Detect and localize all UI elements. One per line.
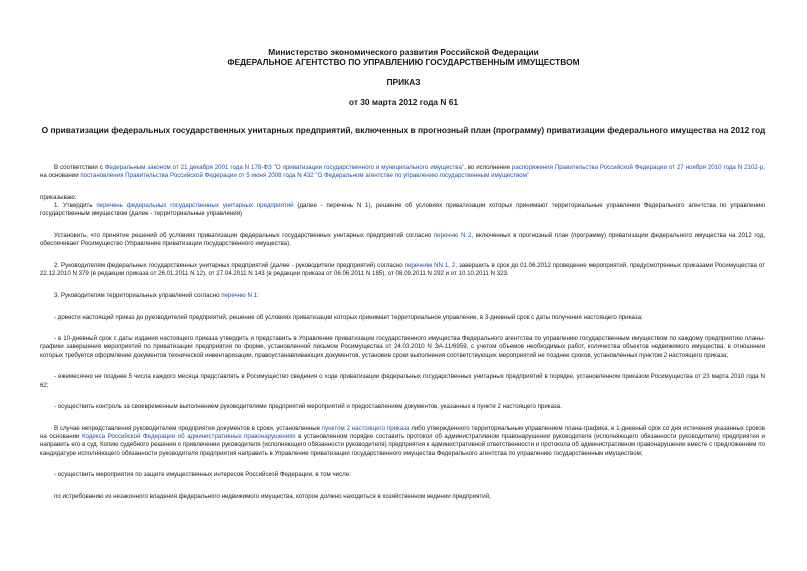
paragraph-5: - осуществить мероприятия по защите имущественных интересов Российской Федерации, в том числе: [54, 471, 351, 479]
intro-paragraph [40, 164, 765, 180]
intro-text-3: , на основании [40, 164, 765, 180]
ministry-name: Министерство экономического развития Российской Федерации [268, 47, 539, 57]
lists-1-2-link[interactable]: перечням NN 1, 2 [404, 261, 456, 269]
paragraph-3c: - ежемесячно не позднее 5 числа каждого месяца представлять в Росимущество сведения о ходе приватизации федеральных государственных унитарных предприятий в порядке, установленном приказом Росимущества от 23 марта 2010 года N 62; [40, 373, 765, 389]
government-order-link[interactable]: распоряжения Правительства Российской Федерации от 27 ноября 2010 года N 2102-р [511, 164, 764, 171]
paragraph-1b-text-1: Установить, что принятие решений об условиях приватизации федеральных государственных унитарных предприятий согласно [54, 232, 434, 240]
paragraph-3 [40, 292, 765, 300]
paragraph-3d: - осуществить контроль за своевременным выполнением руководителями предприятий мероприятий и предоставлением документов, указанных в пункте 2 настоящего приказа. [54, 403, 562, 411]
intro-text-2: , во исполнение [464, 164, 512, 171]
agency-name: ФЕДЕРАЛЬНОЕ АГЕНТСТВО ПО УПРАВЛЕНИЮ ГОСУДАРСТВЕННЫМ ИМУЩЕСТВОМ [227, 57, 580, 67]
paragraph-3-text-1: 3. Руководителям территориальных управлений согласно [54, 291, 222, 299]
paragraph-6: по истребованию из незаконного владения федерального недвижимого имущества, которое должно находиться в хозяйственном ведении предприятий, [54, 492, 491, 500]
intro-text-1: В соответствии с [54, 164, 105, 171]
administrative-code-link[interactable]: Кодекса Российской Федерации об административных правонарушениях [81, 433, 296, 441]
paragraph-2-text-1: 2. Руководителям федеральных государственных унитарных предприятий (далее - руководители предприятий) согласно [54, 261, 405, 269]
document-title: О приватизации федеральных государственных унитарных предприятий, включенных в прогнозный план (программу) приватизации федерального имущества на 2012 год [41, 125, 766, 135]
list-2-link[interactable]: перечню N 2 [433, 232, 472, 240]
paragraph-4-text-3: в установленном порядке составить протокол об административном правонарушении руководителя (исполняющего обязанности руководителя) предприятия и направить его в суд. Копию судебного решения о привлечении руководителя (исполняющего обязанности руководителя) предприятия к административной ответственности и протокола об административном правонарушении вместе с предложением по кандидатуре исполняющего обязанности руководителя предприятия направить в Управление приватизации государственного имущества Федерального агентства по управлению государственным имуществом; [40, 433, 765, 457]
paragraph-3-text-2: : [257, 291, 259, 299]
paragraph-1b [40, 232, 765, 248]
paragraph-2-text-2: , завершить в срок до 01.06.2012 проведение мероприятий, предусмотренных приказами Росимущества от 22.12.2010 N 379 (в редакции приказа от 26.01.2011 N 12), от 27.04.2011 N 143 (в редакции приказа от 06.06.2011 N 185), от 08.09.2011 N 292 и от 10.10.2011 N 323. [40, 261, 765, 278]
paragraph-4-text-2: либо утвержденного территориальным управлением плана-графика, в 1-дневный срок со дня истечения указанных сроков на основании [40, 424, 765, 441]
paragraph-3a: - довести настоящий приказ до руководителей предприятий, решение об условиях приватизации которых принимает территориальное управление, в 3-дневный срок с даты получения настоящего приказа; [54, 313, 643, 321]
paragraph-4-text-1: В случае непредставления руководителем предприятия документов в сроки, установленные [54, 424, 322, 432]
list-1-link[interactable]: перечень федеральных государственных унитарных предприятий [96, 202, 294, 210]
government-resolution-link[interactable]: постановления Правительства Российской Федерации от 5 июня 2008 года N 432 "О Федеральном агентстве по управлению государственным имуществом" [80, 172, 530, 180]
paragraph-1-text-1: 1. Утвердить [54, 202, 97, 210]
paragraph-1 [40, 202, 765, 218]
list-1-link-2[interactable]: перечню N 1 [221, 291, 258, 299]
paragraph-4 [40, 425, 765, 458]
federal-law-link[interactable]: Федеральным законом от 21 декабря 2001 года N 178-ФЗ "О приватизации государственного и муниципального имущества" [104, 164, 465, 171]
paragraph-3b: - в 10-дневный срок с даты издания настоящего приказа утвердить и представить в Управление приватизации государственного имущества Федерального агентства по управлению государственным имуществом по каждому предприятию планы-графики завершения мероприятий по приватизации предприятия по форме, установленной письмом Росимущества от 24.03.2010 N ЭА-11/6959, с учетом объемов необходимых работ, количества объектов недвижимого имущества, в отношении которых требуется оформление документов технической инвентаризации, правоустанавливающих документов, установив сроки выполнения соответствующих мероприятий не позднее сроков, установленных пунктом 2 настоящего приказа; [40, 335, 765, 359]
paragraph-1b-text-2: , включенных в прогнозный план (программу) приватизации федерального имущества на 2012 год, обеспечивает Росимущество (Управление приватизации государственного имущества). [40, 232, 765, 248]
paragraph-1-text-2: (далее - перечень N 1), решение об условиях приватизации которых принимают территориальные управления Федерального агентства по управлению государственным имуществом (далее - территориальные управления) [40, 202, 766, 218]
item-2-link[interactable]: пунктом 2 настоящего приказа [321, 424, 410, 432]
document-body [40, 164, 765, 501]
document-date-number: от 30 марта 2012 года N 61 [348, 97, 459, 107]
order-word: приказываю: [40, 193, 77, 201]
document-type: ПРИКАЗ [386, 77, 421, 87]
paragraph-2 [40, 262, 765, 278]
